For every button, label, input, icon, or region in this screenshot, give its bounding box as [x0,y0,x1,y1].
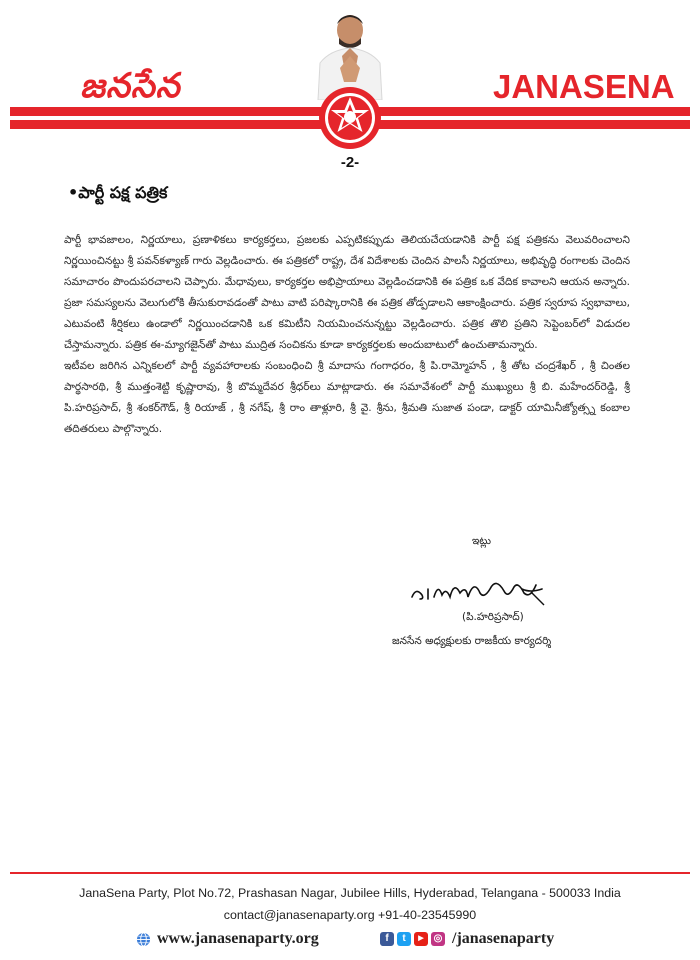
twitter-icon[interactable]: t [397,932,411,946]
logo-telugu: జనసేన [80,66,181,106]
website-link[interactable]: www.janasenaparty.org [157,930,319,947]
signer-name: (పి.హరిప్రసాద్) [462,611,524,623]
section-heading: •పార్టీ పక్ష పత్రిక [68,183,168,202]
footer-address: JanaSena Party, Plot No.72, Prashasan Nagar, Jubilee Hills, Hyderabad, Telangana - 500033 India [79,886,621,900]
footer-divider [10,872,690,874]
body-text [64,230,630,440]
facebook-icon[interactable]: f [380,932,394,946]
footer-social [380,930,554,948]
logo-english: JANASENA [493,68,675,105]
signer-title: జనసేన అధ్యక్షులకు రాజకీయ కార్యదర్శి [392,635,552,647]
paragraph: ఇటీవల జరిగిన ఎన్నికలలో పార్టీ వ్యవహారాలకు సంబంధించి శ్రీ మాదాసు గంగాధరం, శ్రీ పి.రామ్మోహన్ , శ్రీ తోట చంద్రశేఖర్ , శ్రీ చింతల పార్థసారథి, శ్రీ ముత్తంశెట్టి కృష్ణారావు, శ్రీ బొమ్మదేవర శ్రీధర్‌లు మాట్లాడారు. ఈ సమావేశంలో పార్టీ ముఖ్యులు శ్రీ బి. మహేందర్‌రెడ్డి, శ్రీ పి.హరిప్రసాద్, శ్రీ శంకర్‌గౌడ్, శ్రీ రియాజ్ , శ్రీ నగేష్, శ్రీ రాం తాళ్లూరి, శ్రీ వై. శ్రీను, శ్రీమతి సుజాత పండా, డాక్టర్ యామినీజ్యోత్స్న కంబాల తదితరులు పాల్గొన్నారు. [64,360,630,435]
closing-text: ఇట్లు [472,535,491,547]
instagram-icon[interactable]: ◎ [431,932,445,946]
letterhead [0,0,700,180]
footer-website[interactable] [136,930,319,948]
youtube-icon[interactable]: ▶ [414,932,428,946]
handwritten-signature [404,559,554,609]
footer-contact: contact@janasenaparty.org +91-40-23545990 [223,908,477,922]
page-number: -2- [340,154,360,171]
janasena-star-emblem [318,86,382,150]
globe-icon [136,932,151,947]
paragraph: పార్టీ భావజాలం, నిర్ణయాలు, ప్రణాళికలు కార్యకర్తలు, ప్రజలకు ఎప్పటికప్పుడు తెలియచేయడానికి పార్టీ పక్ష పత్రికను వెలువరించాలని నిర్ణయించినట్టు శ్రీ పవన్‌కళ్యాణ్ గారు వెల్లడించారు. ఈ పత్రికలో రాష్ట్ర, దేశ విదేశాలకు చెందిన పాలసీ నిర్ణయాలు, అభివృద్ధి రంగాలకు చెందిన సమాచారం పొందుపరచాలని చెప్పారు. మేధావులు, కార్యకర్తల అభిప్రాయాలు వెల్లడించడానికి ఈ పత్రిక ఒక వేదిక కావాలని ఆయన అన్నారు. ప్రజా సమస్యలను వెలుగులోకి తీసుకురావడంతో పాటు వాటి పరిష్కారానికి ఈ పత్రిక తోడ్పడాలని ఆకాంక్షించారు. పత్రిక స్వరూప స్వభావాలు, ఎటువంటి శీర్షికలు ఉండాలో నిర్ణయించడానికి ఒక కమిటీని నియమించనున్నట్టు వెల్లడించారు. పత్రిక తొలి ప్రతిని సెప్టెంబర్‌లో విడుదల చేస్తామన్నారు. పత్రిక ఈ-మ్యాగజైన్‌తో పాటు ముద్రిత సంచికను కూడా కార్యకర్తలకు అందుబాటులో ఉంచుతామన్నారు. [64,234,630,351]
social-handle[interactable]: /janasenaparty [452,930,555,947]
